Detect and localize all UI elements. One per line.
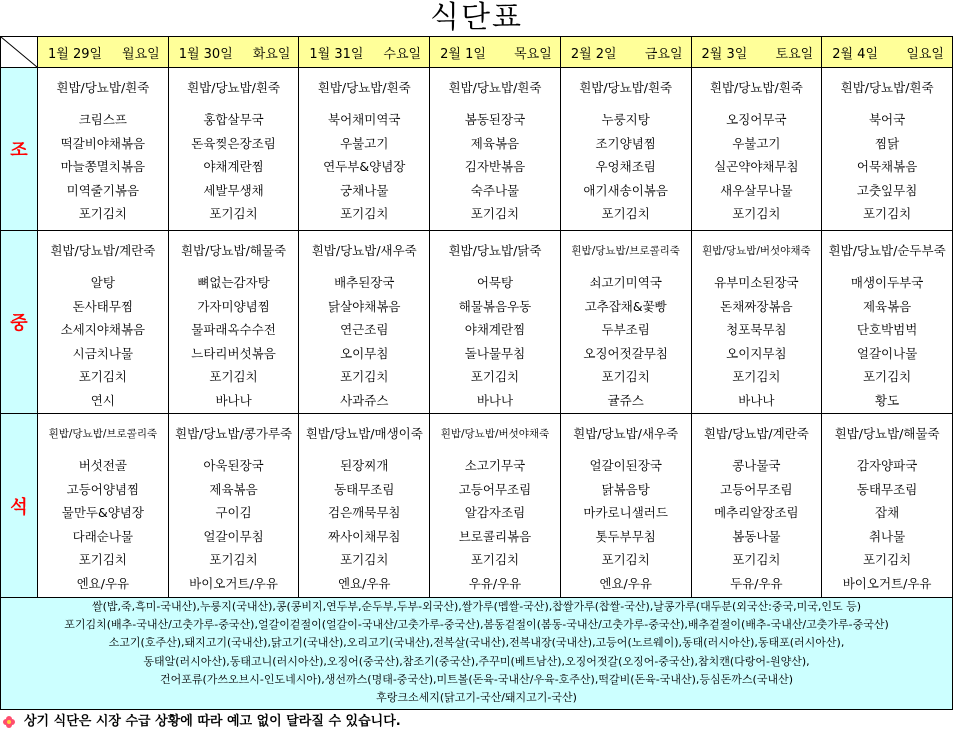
dish-item: 잡채 — [875, 505, 900, 520]
day-date: 2월 4일 — [832, 46, 879, 62]
menu-cell — [691, 231, 822, 414]
origin-line: 동태알(러시아산),동태고니(러시아산),오징어(중국산),참조기(중국산),주꾸미(베트남산),오징어젓갈(오징어-중국산),참치캔(다랑어-원양산), — [143, 654, 810, 668]
staple-line: 흰밥/당뇨밥/버섯야채죽 — [702, 245, 811, 257]
dish-item: 제육볶음 — [470, 135, 520, 151]
dish-item: 연두부&양념장 — [323, 159, 406, 174]
dish-item: 봄동나물 — [732, 528, 781, 544]
dish-item: 톳두부무침 — [595, 528, 656, 544]
dish-item: 포기김치 — [209, 206, 258, 221]
dish-item: 짜사이채무침 — [328, 528, 401, 544]
dish-item: 오이지무침 — [726, 345, 787, 361]
dish-item: 두부조림 — [601, 322, 650, 337]
menu-cell — [822, 414, 953, 599]
menu-cell — [168, 231, 299, 414]
menu-cell — [691, 68, 822, 231]
dish-item: 포기김치 — [862, 369, 912, 384]
menu-cell — [430, 414, 561, 599]
staple-line: 흰밥/당뇨밥/버섯야채죽 — [440, 428, 550, 440]
dish-item: 다래순나물 — [72, 528, 134, 544]
dish-item: 포기김치 — [732, 552, 781, 567]
diagonal-line-icon — [1, 37, 37, 67]
menu-cell — [38, 231, 169, 414]
dish-item: 감자양파국 — [856, 458, 918, 473]
staple-line: 흰밥/당뇨밥/매생이죽 — [305, 426, 423, 441]
day-date: 2월 3일 — [701, 46, 748, 62]
menu-cell — [560, 68, 691, 231]
dish-item: 느타리버섯볶음 — [191, 345, 276, 361]
menu-cell — [822, 68, 953, 231]
dish-item: 포기김치 — [209, 369, 258, 384]
day-weekday: 목요일 — [514, 46, 552, 62]
dish-item: 바이오거트/우유 — [189, 575, 278, 591]
dish-item: 포기김치 — [470, 369, 520, 384]
dish-item: 구이김 — [215, 505, 252, 520]
menu-cell — [38, 68, 169, 231]
day-weekday: 토요일 — [775, 46, 814, 62]
dish-item: 단호박범벅 — [856, 322, 918, 337]
dish-item: 아욱된장국 — [203, 458, 264, 473]
dish-item: 알탕 — [90, 275, 115, 290]
dish-item: 누룽지탕 — [601, 112, 650, 127]
dish-item: 북어국 — [868, 112, 906, 127]
menu-cell — [822, 231, 953, 414]
dish-item: 야채계란찜 — [464, 322, 526, 337]
dish-item: 오징어무국 — [726, 112, 787, 127]
dish-item: 봄동된장국 — [464, 112, 526, 127]
staple-line: 흰밥/당뇨밥/흰죽 — [317, 80, 411, 95]
dish-item: 바이오거트/우유 — [842, 575, 932, 591]
dish-item: 조기양념찜 — [595, 135, 656, 151]
dish-item: 포기김치 — [340, 552, 389, 567]
dish-item: 포기김치 — [470, 206, 520, 221]
dish-item: 우불고기 — [340, 135, 389, 151]
dish-item: 시금치나물 — [72, 345, 134, 361]
menu-cell — [430, 231, 561, 414]
meal-row — [1, 68, 953, 231]
staple-line: 흰밥/당뇨밥/흰죽 — [579, 80, 673, 95]
dish-item: 물만두&양념장 — [61, 505, 144, 520]
origin-info — [0, 597, 953, 710]
dish-item: 닭볶음탕 — [601, 481, 650, 497]
dish-item: 엔요/우유 — [76, 575, 130, 591]
origin-line: 쌀(밥,죽,흑미-국내산),누룽지(국내산),콩(콩비지,연두부,순두부,두부-외국산),쌀가루(멥쌀-국산),찹쌀가루(찹쌀-국산),날콩가루(대두분(외국산:중국,미국,인도 등) — [91, 600, 861, 613]
dish-item: 고등어양념찜 — [66, 481, 140, 497]
dish-item: 홍합살무국 — [203, 112, 264, 127]
day-weekday: 일요일 — [906, 46, 944, 62]
meal-row — [1, 414, 953, 599]
dish-item: 콩나물국 — [732, 458, 781, 473]
menu-cell — [560, 414, 691, 599]
dish-item: 포기김치 — [732, 206, 781, 221]
dish-item: 사과쥬스 — [340, 392, 389, 408]
dish-item: 포기김치 — [862, 206, 912, 221]
dish-item: 포기김치 — [732, 369, 781, 384]
dish-item: 고등어무조림 — [458, 481, 532, 497]
dish-item: 엔요/우유 — [338, 575, 391, 591]
notice-text: 상기 식단은 시장 수급 상황에 따라 예고 없이 달라질 수 있습니다. — [24, 714, 401, 729]
day-weekday: 수요일 — [383, 46, 422, 62]
dish-item: 고추잡채&꽃빵 — [584, 298, 667, 314]
staple-line: 흰밥/당뇨밥/해물죽 — [181, 243, 287, 258]
dish-item: 숙주나물 — [470, 182, 520, 198]
dish-item: 검은깨묵무침 — [328, 505, 401, 520]
staple-line: 흰밥/당뇨밥/브로콜리죽 — [571, 245, 680, 257]
dish-item: 메추리알장조림 — [714, 505, 799, 520]
day-date: 1월 30일 — [178, 46, 233, 62]
dish-item: 포기김치 — [601, 552, 650, 567]
menu-cell — [168, 68, 299, 231]
staple-line: 흰밥/당뇨밥/흰죽 — [187, 80, 281, 95]
dish-item: 쇠고기미역국 — [589, 275, 662, 290]
dish-item: 돈사태무찜 — [72, 298, 134, 314]
staple-line: 흰밥/당뇨밥/브로콜리죽 — [48, 428, 158, 440]
notice — [0, 710, 953, 734]
dish-item: 오이무침 — [340, 345, 389, 361]
dish-item: 알감자조림 — [464, 505, 526, 520]
dish-item: 얼갈이나물 — [856, 345, 918, 361]
dish-item: 돌나물무침 — [464, 345, 526, 361]
dish-item: 배추된장국 — [334, 275, 395, 290]
dish-item: 포기김치 — [601, 206, 650, 221]
day-weekday: 금요일 — [644, 46, 683, 62]
dish-item: 북어채미역국 — [328, 112, 401, 127]
dish-item: 야채계란찜 — [203, 159, 264, 174]
dish-item: 마늘쫑멸치볶음 — [60, 159, 146, 174]
meal-label: 조 — [1, 68, 38, 231]
day-header — [168, 37, 299, 68]
dish-item: 해물볶음우동 — [458, 298, 532, 314]
dish-item: 소세지야채볶음 — [60, 322, 146, 337]
day-date: 2월 1일 — [440, 46, 486, 62]
dish-item: 포기김치 — [601, 369, 650, 384]
dish-item: 어묵탕 — [476, 275, 514, 290]
dish-item: 고춧잎무침 — [856, 182, 918, 198]
staple-line: 흰밥/당뇨밥/계란죽 — [703, 426, 809, 441]
dish-item: 떡갈비야채볶음 — [60, 135, 146, 151]
dish-item: 오징어젓갈무침 — [583, 345, 668, 361]
dish-item: 황도 — [875, 392, 900, 408]
dish-item: 돈육찢은장조림 — [191, 135, 276, 151]
dish-item: 미역줄기볶음 — [66, 182, 140, 198]
page-title: 식단표 — [430, 0, 523, 35]
dish-item: 포기김치 — [209, 552, 258, 567]
dish-item: 귤쥬스 — [607, 392, 644, 408]
day-header — [691, 37, 822, 68]
dish-item: 제육볶음 — [209, 481, 258, 497]
dish-item: 버섯전골 — [78, 458, 127, 473]
dish-item: 궁채나물 — [340, 182, 389, 198]
dish-item: 매생이두부국 — [850, 275, 924, 290]
staple-line: 흰밥/당뇨밥/흰죽 — [448, 80, 542, 95]
day-date: 1월 29일 — [48, 46, 103, 62]
day-header — [822, 37, 953, 68]
dish-item: 취나물 — [868, 528, 906, 544]
dish-item: 고등어무조림 — [720, 481, 793, 497]
corner-cell — [1, 37, 38, 68]
dish-item: 동태무조림 — [856, 481, 918, 497]
dish-item: 포기김치 — [470, 552, 520, 567]
day-date: 1월 31일 — [309, 46, 364, 62]
dish-item: 포기김치 — [78, 552, 127, 567]
dish-item: 찜닭 — [875, 135, 900, 151]
staple-line: 흰밥/당뇨밥/콩가루죽 — [175, 426, 293, 441]
day-header — [38, 37, 169, 68]
origin-line: 후랑크소세지(닭고기-국산/돼지고기-국산) — [376, 690, 577, 704]
dish-item: 김자반볶음 — [464, 159, 526, 174]
menu-cell — [299, 231, 430, 414]
day-weekday: 화요일 — [252, 46, 291, 62]
dish-item: 바나나 — [476, 392, 514, 408]
staple-line: 흰밥/당뇨밥/새우죽 — [573, 426, 679, 441]
dish-item: 애기새송이볶음 — [583, 182, 668, 198]
dish-item: 돈채짜장볶음 — [720, 298, 793, 314]
staple-line: 흰밥/당뇨밥/새우죽 — [311, 243, 417, 258]
dish-item: 청포묵무침 — [726, 322, 787, 337]
day-header — [430, 37, 561, 68]
origin-line: 포기김치(배추-국내산/고춧가루-중국산),얼갈이겉절이(얼갈이-국내산/고춧가루-중국산),봄동겉절이(봄동-국내산/고춧가루-중국산),배추겉절이(배추-국내산/고춧가루-중국산) — [64, 618, 889, 632]
dish-item: 두유/우유 — [730, 575, 783, 591]
dish-item: 된장찌개 — [340, 458, 389, 473]
menu-cell — [430, 68, 561, 231]
staple-line: 흰밥/당뇨밥/흰죽 — [56, 80, 150, 95]
staple-line: 흰밥/당뇨밥/흰죽 — [709, 80, 803, 95]
menu-cell — [691, 414, 822, 599]
dish-item: 우엉채조림 — [595, 159, 656, 174]
meal-row — [1, 231, 953, 414]
dish-item: 소고기무국 — [464, 458, 526, 473]
meal-label: 중 — [1, 231, 38, 414]
origin-line: 소고기(호주산),돼지고기(국내산),닭고기(국내산),오리고기(국내산),전복살(국내산),전복내장(국내산),고등어(노르웨이),동태(러시아산),동태포(러시아산), — [108, 636, 845, 650]
day-date: 2월 2일 — [570, 46, 617, 62]
menu-cell — [168, 414, 299, 599]
dish-item: 연시 — [90, 392, 115, 408]
menu-table — [0, 36, 953, 599]
dish-item: 물파래옥수수전 — [191, 322, 276, 337]
dish-item: 얼갈이무침 — [203, 528, 264, 544]
dish-item: 세발무생채 — [203, 182, 264, 198]
menu-cell — [299, 68, 430, 231]
dish-item: 바나나 — [215, 392, 252, 408]
dish-item: 제육볶음 — [862, 298, 912, 314]
dish-item: 엔요/우유 — [599, 575, 652, 591]
dish-item: 어묵채볶음 — [856, 159, 918, 174]
dish-item: 유부미소된장국 — [714, 275, 799, 290]
dish-item: 닭살야채볶음 — [328, 298, 401, 314]
staple-line: 흰밥/당뇨밥/계란죽 — [50, 243, 156, 258]
dish-item: 우유/우유 — [468, 575, 522, 591]
dish-item: 우불고기 — [732, 135, 781, 151]
staple-line: 흰밥/당뇨밥/닭죽 — [448, 243, 542, 258]
dish-item: 크림스프 — [78, 112, 127, 127]
dish-item: 포기김치 — [340, 206, 389, 221]
day-header — [299, 37, 430, 68]
days-header-row — [1, 37, 953, 68]
day-header — [560, 37, 691, 68]
staple-line: 흰밥/당뇨밥/순두부죽 — [828, 243, 946, 258]
dish-item: 포기김치 — [78, 206, 127, 221]
dish-item: 실곤약야채무침 — [714, 159, 799, 174]
menu-cell — [299, 414, 430, 599]
meal-label: 석 — [1, 414, 38, 599]
staple-line: 흰밥/당뇨밥/흰죽 — [840, 80, 934, 95]
flower-icon — [2, 715, 16, 729]
dish-item: 마카로니샐러드 — [583, 505, 668, 520]
dish-item: 브로콜리볶음 — [458, 528, 532, 544]
dish-item: 가자미양념찜 — [197, 298, 270, 314]
dish-item: 뼈없는감자탕 — [197, 275, 270, 290]
menu-cell — [38, 414, 169, 599]
dish-item: 포기김치 — [78, 369, 127, 384]
dish-item: 포기김치 — [340, 369, 389, 384]
origin-line: 건어포류(가쓰오브시-인도네시아),생선까스(명태-중국산),미트볼(돈육-국내산/우육-호주산),떡갈비(돈육-국내산),등심돈까스(국내산) — [159, 672, 793, 686]
dish-item: 포기김치 — [862, 552, 912, 567]
dish-item: 동태무조림 — [334, 481, 395, 497]
dish-item: 바나나 — [738, 392, 775, 408]
dish-item: 새우살무나물 — [720, 182, 793, 198]
staple-line: 흰밥/당뇨밥/해물죽 — [834, 426, 940, 441]
dish-item: 연근조림 — [340, 322, 389, 337]
menu-cell — [560, 231, 691, 414]
day-weekday: 월요일 — [122, 46, 160, 62]
dish-item: 얼갈이된장국 — [589, 458, 662, 473]
